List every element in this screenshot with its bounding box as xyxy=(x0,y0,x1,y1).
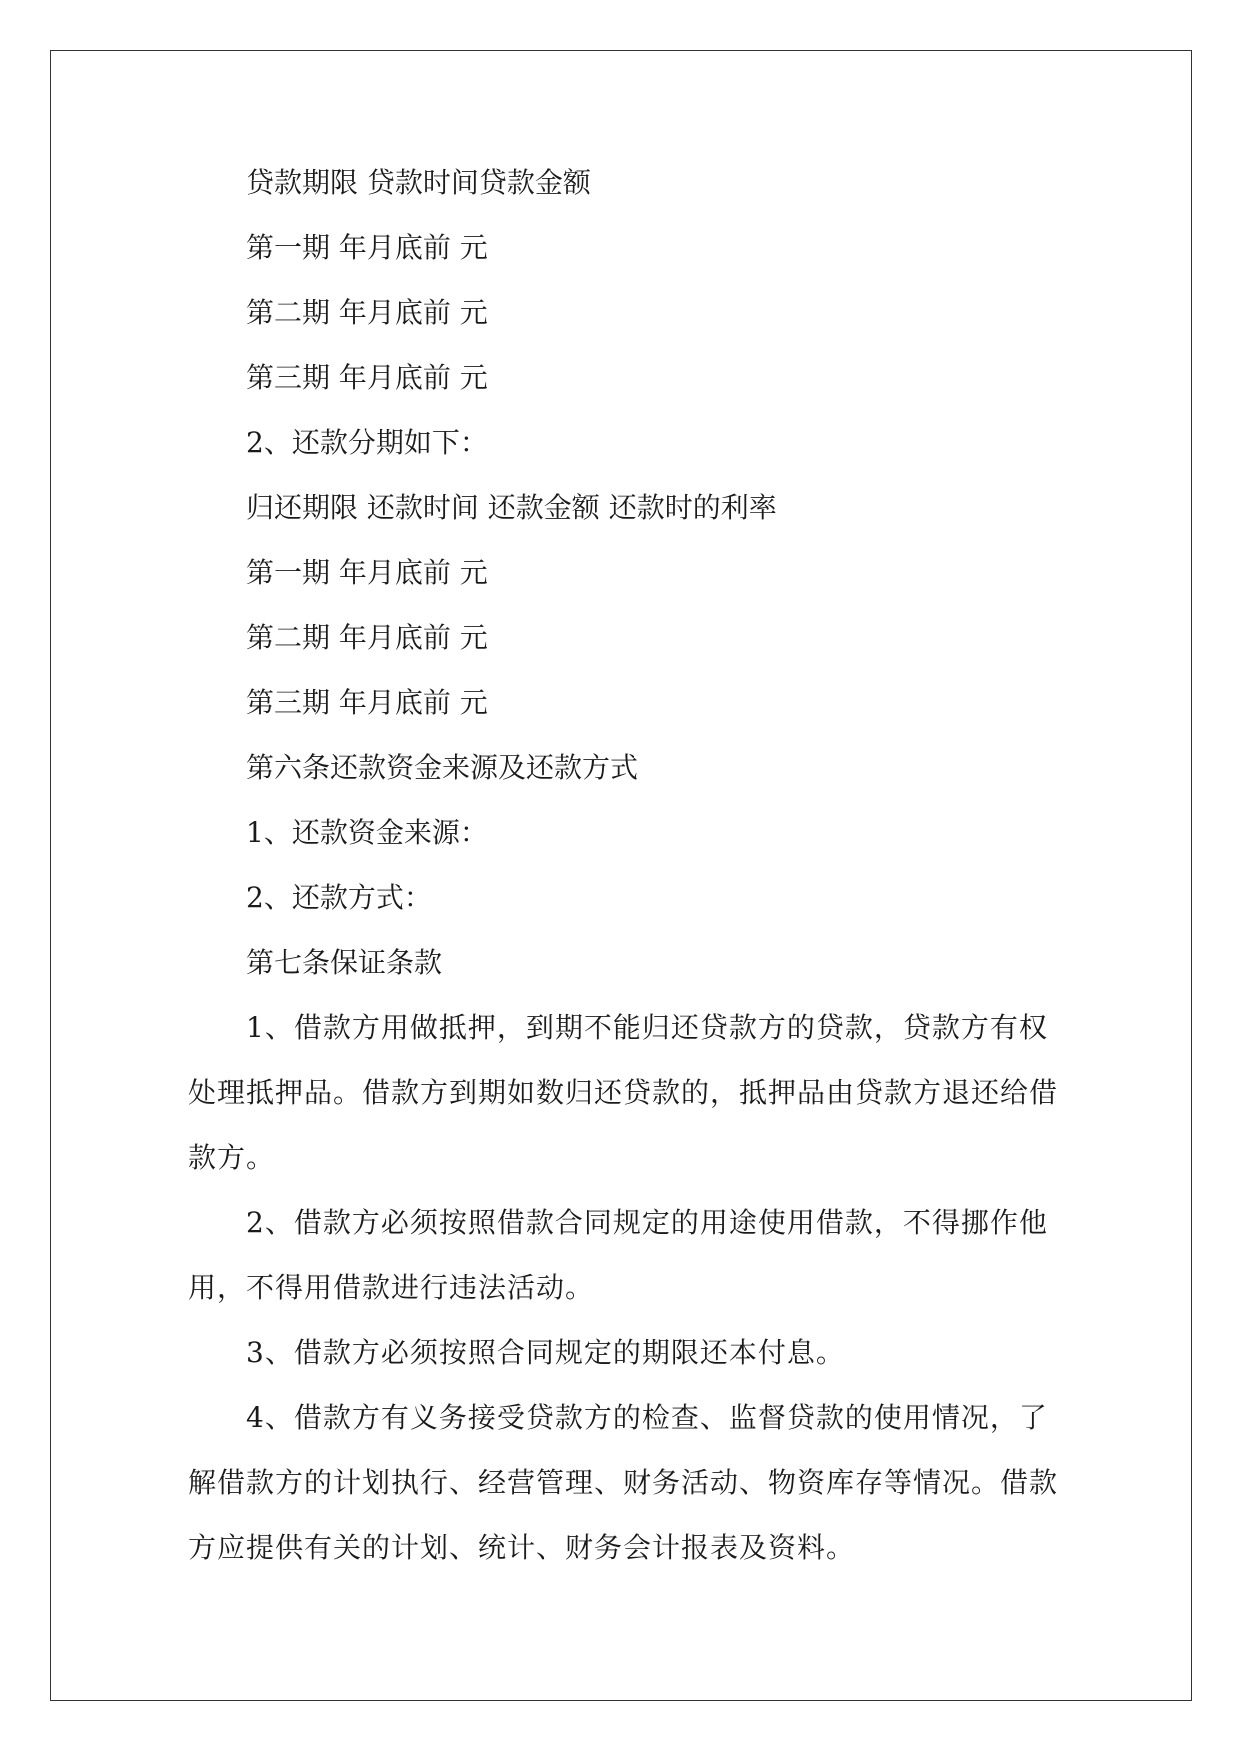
repayment-method: 2、还款方式： xyxy=(246,881,432,914)
guarantee-clause-4: 4、借款方有义务接受贷款方的检查、监督贷款的使用情况，了解借款方的计划执行、经营管理、财务活动、物资库存等情况。借款方应提供有关的计划、统计、财务会计报表及资料。 xyxy=(188,1401,1059,1564)
guarantee-clause-2: 2、借款方必须按照借款合同规定的用途使用借款，不得挪作他用，不得用借款进行违法活动。 xyxy=(188,1206,1048,1304)
article-6-heading: 第六条还款资金来源及还款方式 xyxy=(246,751,639,784)
loan-period-2: 第二期 年月底前 元 xyxy=(246,296,488,329)
repayment-installments-heading: 2、还款分期如下： xyxy=(246,426,488,459)
article-7-heading: 第七条保证条款 xyxy=(246,946,443,979)
guarantee-clause-1: 1、借款方用做抵押，到期不能归还贷款方的贷款，贷款方有权处理抵押品。借款方到期如数归还贷款的，抵押品由贷款方退还给借款方。 xyxy=(188,1011,1059,1174)
loan-period-1: 第一期 年月底前 元 xyxy=(246,231,488,264)
repayment-period-3: 第三期 年月底前 元 xyxy=(246,686,488,719)
repayment-period-2: 第二期 年月底前 元 xyxy=(246,621,488,654)
repayment-period-1: 第一期 年月底前 元 xyxy=(246,556,488,589)
repayment-term-header: 归还期限 还款时间 还款金额 还款时的利率 xyxy=(246,491,777,524)
loan-period-3: 第三期 年月底前 元 xyxy=(246,361,488,394)
repayment-fund-source: 1、还款资金来源： xyxy=(246,816,488,849)
loan-term-header: 贷款期限 贷款时间贷款金额 xyxy=(246,166,591,199)
guarantee-clause-3: 3、借款方必须按照合同规定的期限还本付息。 xyxy=(246,1336,845,1369)
document-body xyxy=(188,150,1058,1580)
